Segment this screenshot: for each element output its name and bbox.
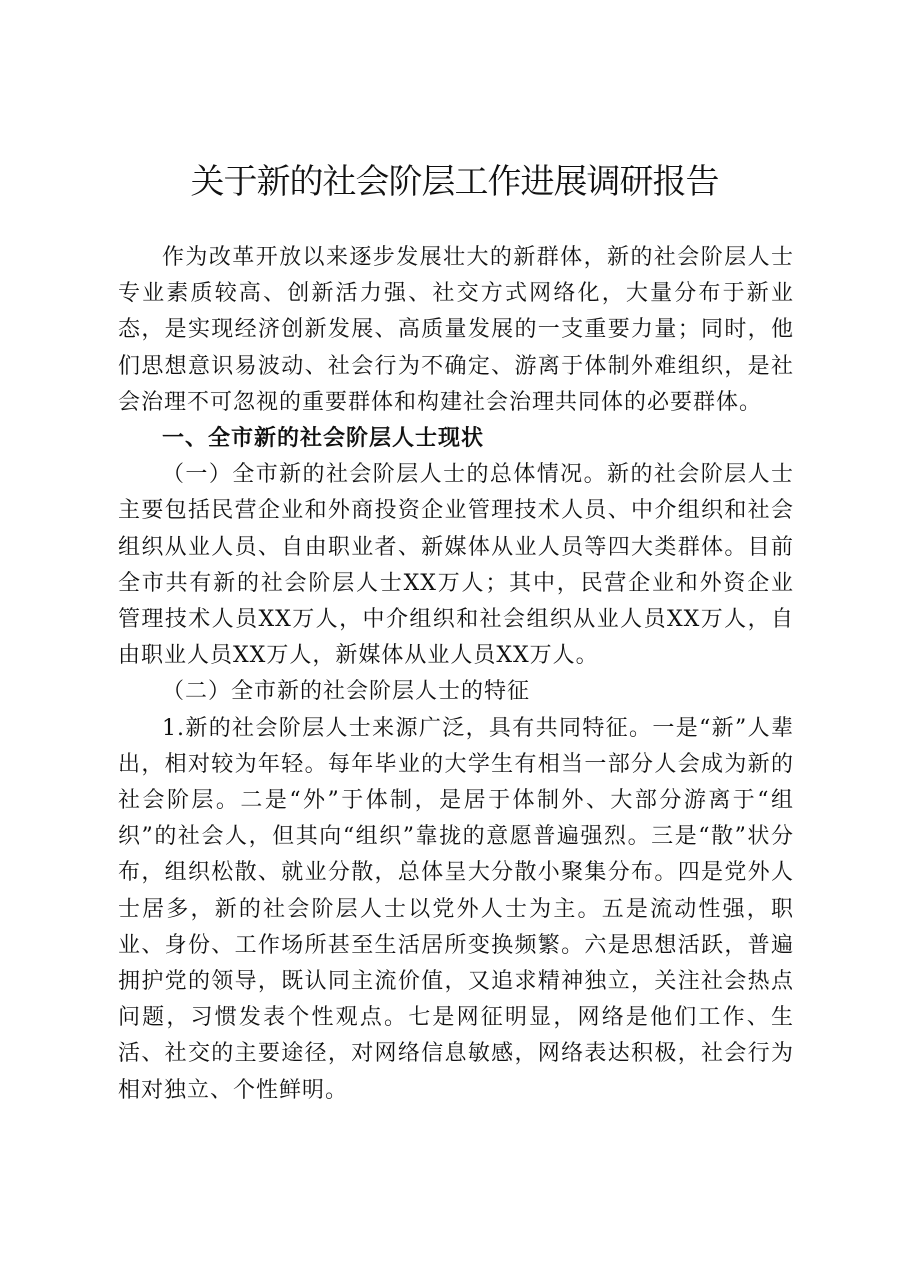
document-title: 关于新的社会阶层工作进展调研报告 [190,162,719,202]
section-heading-current-status: 一、全市新的社会阶层人士现状 [162,426,485,452]
overall-situation-paragraph: （一）全市新的社会阶层人士的总体情况。新的社会阶层人士主要包括民营企业和外商投资企业管理技术人员、中介组织和社会组织从业人员、自由职业者、新媒体从业人员等四大类群体。目前全市共有新的社会阶层人士XX万人；其中，民营企业和外资企业管理技术人员XX万人，中介组织和社会组织从业人员XX万人，自由职业人员XX万人，新媒体从业人员XX万人。 [118,462,794,669]
characteristics-paragraph: 1.新的社会阶层人士来源广泛，具有共同特征。一是“新”人辈出，相对较为年轻。每年毕业的大学生有相当一部分人会成为新的社会阶层。二是“外”于体制，是居于体制外、大部分游离于“组织”的社会人，但其向“组织”靠拢的意愿普遍强烈。三是“散”状分布，组织松散、就业分散，总体呈大分散小聚集分布。四是党外人士居多，新的社会阶层人士以党外人士为主。五是流动性强，职业、身份、工作场所甚至生活居所变换频繁。六是思想活跃，普遍拥护党的领导，既认同主流价值，又追求精神独立，关注社会热点问题，习惯发表个性观点。七是网征明显，网络是他们工作、生活、社交的主要途径，对网络信息敏感，网络表达积极，社会行为相对独立、个性鲜明。 [118,715,794,1103]
subsection-heading-characteristics: （二）全市新的社会阶层人士的特征 [162,679,531,705]
intro-paragraph: 作为改革开放以来逐步发展壮大的新群体，新的社会阶层人士专业素质较高、创新活力强、社交方式网络化，大量分布于新业态，是实现经济创新发展、高质量发展的一支重要力量；同时，他们思想意识易波动、社会行为不确定、游离于体制外难组织，是社会治理不可忽视的重要群体和构建社会治理共同体的必要群体。 [118,245,794,415]
document-body [118,240,794,1109]
